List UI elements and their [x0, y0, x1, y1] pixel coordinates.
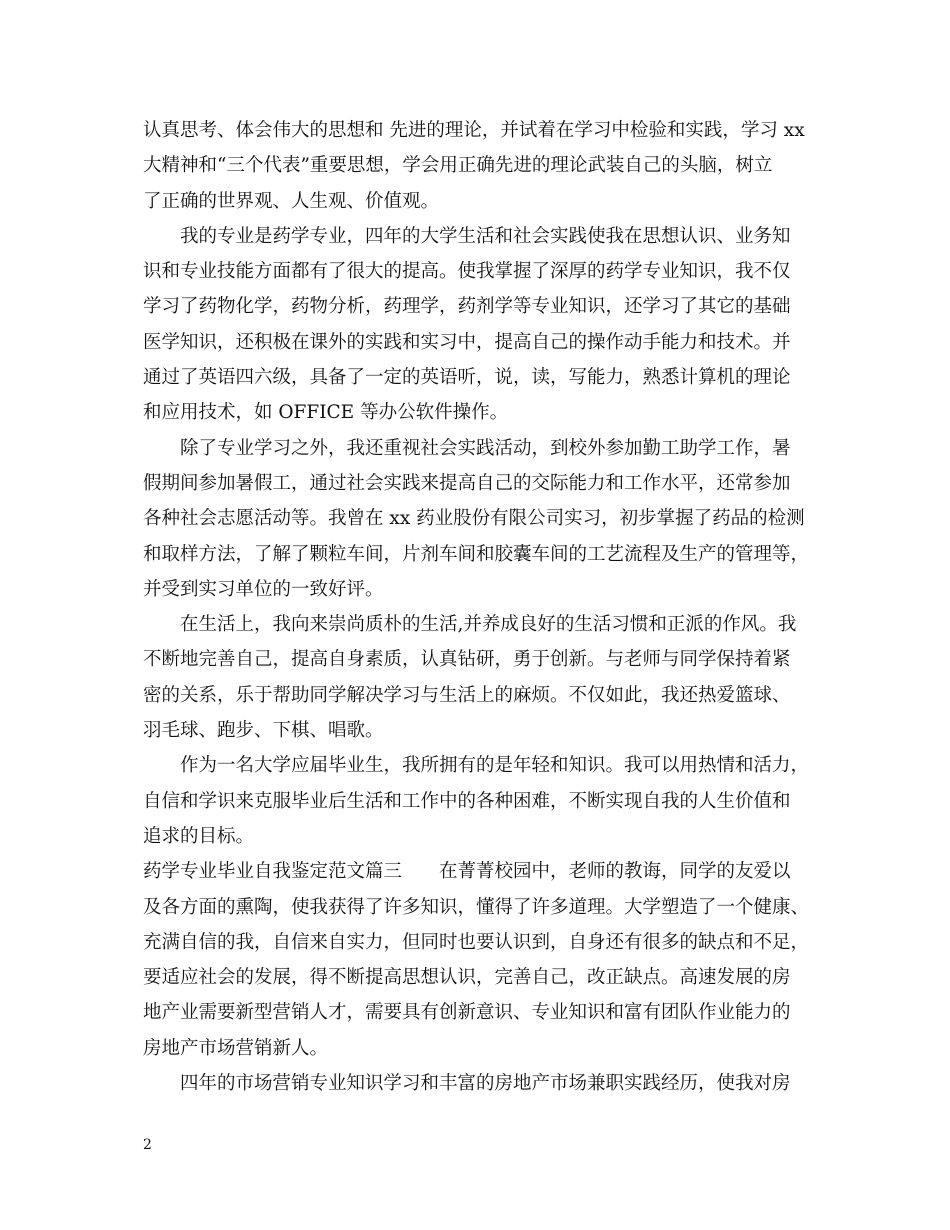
text-line: 羽毛球、跑步、下棋、唱歌。: [143, 720, 384, 742]
text-line: 在生活上，我向来崇尚质朴的生活,并养成良好的生活习惯和正派的作风。我: [180, 614, 797, 636]
text-line: 药学专业毕业自我鉴定范文篇三 在菁菁校园中，老师的教诲，同学的友爱以: [143, 861, 791, 883]
text-line: 密的关系，乐于帮助同学解决学习与生活上的麻烦。不仅如此，我还热爱篮球、: [143, 684, 791, 706]
text-line: 和取样方法，了解了颗粒车间，片剂车间和胶囊车间的工艺流程及生产的管理等，: [143, 543, 810, 565]
text-line: 不断地完善自己，提高自身素质，认真钻研，勇于创新。与老师与同学保持着紧: [143, 649, 791, 671]
text-line: 四年的市场营销专业知识学习和丰富的房地产市场兼职实践经历，使我对房: [180, 1073, 791, 1095]
text-line: 要适应社会的发展，得不断提高思想认识，完善自己，改正缺点。高速发展的房: [143, 967, 791, 989]
text-line: 各种社会志愿活动等。我曾在 xx 药业股份有限公司实习，初步掌握了药品的检测: [143, 508, 805, 530]
page-number: 2: [143, 1137, 152, 1153]
text-line: 作为一名大学应届毕业生，我所拥有的是年轻和知识。我可以用热情和活力，: [180, 755, 810, 777]
text-line: 并受到实习单位的一致好评。: [143, 578, 384, 600]
text-line: 自信和学识来克服毕业后生活和工作中的各种困难，不断实现自我的人生价值和: [143, 790, 791, 812]
text-line: 除了专业学习之外，我还重视社会实践活动，到校外参加勤工助学工作，暑: [180, 437, 791, 459]
text-line: 医学知识，还积极在课外的实践和实习中，提高自己的操作动手能力和技术。并: [143, 331, 791, 353]
text-line: 通过了英语四六级，具备了一定的英语听，说，读，写能力，熟悉计算机的理论: [143, 367, 791, 389]
text-line: 和应用技术，如 OFFICE 等办公软件操作。: [143, 402, 509, 424]
text-line: 了正确的世界观、人生观、价值观。: [143, 190, 440, 212]
text-line: 大精神和“三个代表”重要思想，学会用正确先进的理论武装自己的头脑，树立: [143, 155, 773, 177]
text-line: 及各方面的熏陶，使我获得了许多知识，懂得了许多道理。大学塑造了一个健康、: [143, 896, 810, 918]
text-line: 追求的目标。: [143, 825, 255, 847]
text-line: 地产业需要新型营销人才，需要具有创新意识、专业知识和富有团队作业能力的: [143, 1002, 791, 1024]
text-line: 假期间参加暑假工，通过社会实践来提高自己的交际能力和工作水平，还常参加: [143, 472, 791, 494]
text-line: 我的专业是药学专业，四年的大学生活和社会实践使我在思想认识、业务知: [180, 225, 791, 247]
body-text: [143, 113, 825, 1101]
text-line: 充满自信的我，自信来自实力，但同时也要认识到，自身还有很多的缺点和不足，: [143, 931, 810, 953]
text-line: 识和专业技能方面都有了很大的提高。使我掌握了深厚的药学专业知识，我不仅: [143, 261, 791, 283]
text-line: 认真思考、体会伟大的思想和 先进的理论，并试着在学习中检验和实践，学习 xx: [143, 120, 805, 141]
text-line: 房地产市场营销新人。: [143, 1037, 329, 1059]
text-line: 学习了药物化学，药物分析，药理学，药剂学等专业知识，还学习了其它的基础: [143, 296, 791, 318]
